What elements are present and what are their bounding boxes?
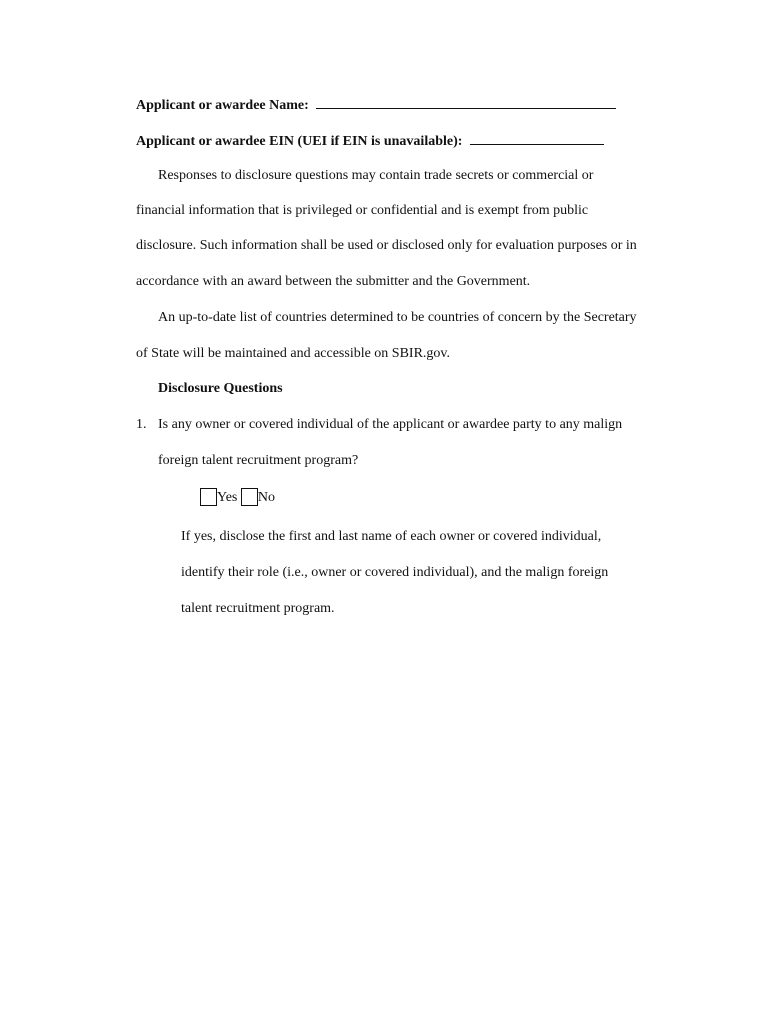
applicant-name-field[interactable] [316, 94, 616, 109]
no-checkbox[interactable] [241, 488, 258, 506]
paragraph-1-line-1: Responses to disclosure questions may contain trade secrets or commercial or [158, 168, 594, 183]
paragraph-2-line-1: An up-to-date list of countries determined to be countries of concern by the Secretary [158, 310, 637, 325]
followup-line-3: talent recruitment program. [181, 601, 335, 616]
applicant-name-row [136, 94, 616, 115]
paragraph-1-line-4: accordance with an award between the submitter and the Government. [136, 274, 531, 289]
question-1-options [200, 488, 275, 507]
followup-line-1: If yes, disclose the first and last name of each owner or covered individual, [181, 529, 602, 544]
question-1-line-2: foreign talent recruitment program? [158, 453, 359, 468]
section-heading: Disclosure Questions [158, 381, 283, 396]
yes-label: Yes [217, 490, 238, 505]
paragraph-2-line-2: of State will be maintained and accessible on SBIR.gov. [136, 346, 451, 361]
question-1-line-1: Is any owner or covered individual of the applicant or awardee party to any malign [158, 417, 623, 432]
applicant-ein-row [136, 130, 604, 151]
paragraph-1-line-2: financial information that is privileged or confidential and is exempt from public [136, 203, 589, 218]
no-label: No [257, 490, 275, 505]
applicant-ein-field[interactable] [470, 130, 604, 145]
yes-checkbox[interactable] [200, 488, 217, 506]
question-1-number: 1. [136, 417, 147, 432]
applicant-name-label: Applicant or awardee Name: [136, 98, 309, 113]
applicant-ein-label: Applicant or awardee EIN (UEI if EIN is unavailable): [136, 134, 463, 149]
followup-line-2: identify their role (i.e., owner or covered individual), and the malign foreign [181, 565, 609, 580]
paragraph-1-line-3: disclosure. Such information shall be used or disclosed only for evaluation purposes or in [136, 238, 637, 253]
